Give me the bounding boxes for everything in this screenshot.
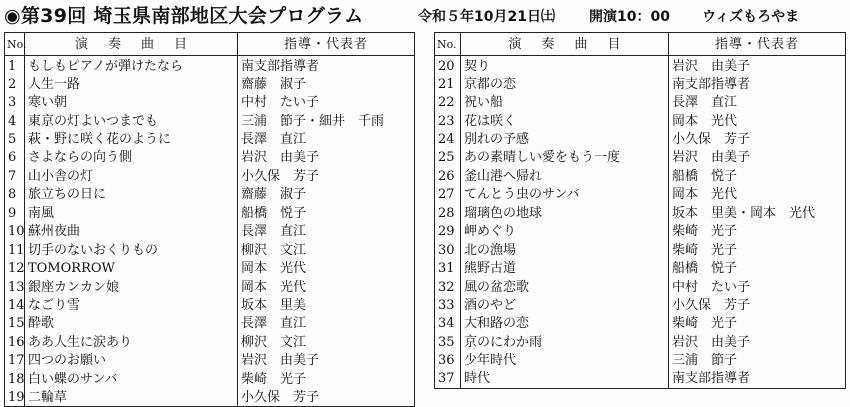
table-row <box>5 352 415 370</box>
performer-name: 柴崎 光子 <box>672 242 738 258</box>
song-title: 少年時代 <box>461 352 669 370</box>
performer-name: 坂本 里美 <box>241 297 307 313</box>
table-header-row <box>5 33 415 56</box>
table-row <box>5 278 415 296</box>
song-title: 二輪草 <box>25 388 238 406</box>
song-title: 北の漁場 <box>461 241 669 259</box>
song-title: 岬めぐり <box>461 223 669 241</box>
row-number: 27 <box>435 186 461 204</box>
performer-name: 長澤 直江 <box>672 95 738 111</box>
row-number: 4 <box>5 112 25 130</box>
row-number: 24 <box>435 130 461 148</box>
table-row <box>5 56 415 76</box>
row-number: 28 <box>435 204 461 222</box>
song-title: 南風 <box>25 204 238 222</box>
table-row <box>5 259 415 277</box>
row-number: 7 <box>5 167 25 185</box>
performer-name: 柴崎 光子 <box>672 316 738 332</box>
table-row <box>435 149 846 167</box>
row-number: 1 <box>5 56 25 76</box>
row-number: 37 <box>435 370 461 388</box>
performer-name: 長澤 直江 <box>241 224 307 240</box>
program-table-left <box>4 32 415 407</box>
performer-name: 岡本 光代 <box>672 187 738 203</box>
performer-name: 三浦 節子・細井 千雨 <box>241 113 385 129</box>
table-row <box>5 167 415 185</box>
performer-name: 中村 たい子 <box>241 95 320 111</box>
performer-name: 柳沢 文江 <box>241 242 307 258</box>
performer-name: 坂本 里美・岡本 光代 <box>672 205 816 221</box>
song-title: なごり雪 <box>25 296 238 314</box>
row-number: 13 <box>5 278 25 296</box>
event-date: 令和５年10月21日㈯ <box>418 9 555 25</box>
song-title: 山小舎の灯 <box>25 167 238 185</box>
song-title: 東京の灯よいつまでも <box>25 112 238 130</box>
performer-name: 柳沢 文江 <box>241 334 307 350</box>
performer-name: 船橋 悦子 <box>672 168 738 184</box>
column-header-no: No. <box>435 33 461 56</box>
program-header <box>4 3 846 29</box>
table-row <box>5 93 415 111</box>
column-header-no: No. <box>5 33 25 56</box>
song-title: さよならの向う側 <box>25 149 238 167</box>
performer-name: 齋藤 淑子 <box>241 76 307 92</box>
row-number: 35 <box>435 333 461 351</box>
row-number: 34 <box>435 315 461 333</box>
row-number: 16 <box>5 333 25 351</box>
column-header-performer: 指導・代表者 <box>669 33 846 56</box>
column-header-title: 演奏曲目 <box>461 33 669 56</box>
table-row <box>435 370 846 388</box>
row-number: 31 <box>435 259 461 277</box>
row-number: 21 <box>435 75 461 93</box>
row-number: 3 <box>5 93 25 111</box>
row-number: 15 <box>5 315 25 333</box>
program-table-right <box>434 32 846 389</box>
row-number: 10 <box>5 223 25 241</box>
song-title: ああ人生に涙あり <box>25 333 238 351</box>
table-row <box>435 56 846 76</box>
row-number: 18 <box>5 370 25 388</box>
row-number: 8 <box>5 186 25 204</box>
song-title: 四つのお願い <box>25 352 238 370</box>
table-row <box>5 186 415 204</box>
performer-name: 小久保 芳子 <box>672 132 751 148</box>
performer-name: 三浦 節子 <box>672 353 738 369</box>
table-row <box>5 296 415 314</box>
song-title: 花は咲く <box>461 112 669 130</box>
row-number: 11 <box>5 241 25 259</box>
table-row <box>5 388 415 406</box>
performer-name: 船橋 悦子 <box>672 261 738 277</box>
song-title: 別れの予感 <box>461 130 669 148</box>
table-row <box>435 333 846 351</box>
table-row <box>5 333 415 351</box>
performer-name: 船橋 悦子 <box>241 205 307 221</box>
song-title: 祝い船 <box>461 93 669 111</box>
song-title: 旅立ちの日に <box>25 186 238 204</box>
table-row <box>435 259 846 277</box>
table-row <box>435 167 846 185</box>
program-rows-right <box>435 56 846 389</box>
song-title: あの素晴しい愛をもう一度 <box>461 149 669 167</box>
song-title: てんとう虫のサンバ <box>461 186 669 204</box>
row-number: 19 <box>5 388 25 406</box>
row-number: 36 <box>435 352 461 370</box>
column-header-performer: 指導・代表者 <box>238 33 415 56</box>
table-row <box>5 112 415 130</box>
song-title: 酒のやど <box>461 296 669 314</box>
row-number: 20 <box>435 56 461 76</box>
performer-name: 小久保 芳子 <box>241 389 320 405</box>
table-row <box>5 75 415 93</box>
song-title: 人生一路 <box>25 75 238 93</box>
table-row <box>435 296 846 314</box>
song-title: 熊野古道 <box>461 259 669 277</box>
song-title: 時代 <box>461 370 669 388</box>
table-row <box>5 370 415 388</box>
song-title: 蘇州夜曲 <box>25 223 238 241</box>
table-row <box>435 186 846 204</box>
table-row <box>435 352 846 370</box>
row-number: 22 <box>435 93 461 111</box>
song-title: もしもピアノが弾けたなら <box>25 56 238 76</box>
table-row <box>435 130 846 148</box>
performer-name: 岡本 光代 <box>241 279 307 295</box>
performer-name: 長澤 直江 <box>241 132 307 148</box>
song-title: 寒い朝 <box>25 93 238 111</box>
performer-name: 岩沢 由美子 <box>672 334 751 350</box>
row-number: 12 <box>5 259 25 277</box>
performer-name: 南支部指導者 <box>241 59 320 74</box>
table-row <box>435 112 846 130</box>
row-number: 14 <box>5 296 25 314</box>
table-row <box>5 130 415 148</box>
performer-name: 岩沢 由美子 <box>241 353 320 369</box>
song-title: 大和路の恋 <box>461 315 669 333</box>
table-row <box>5 223 415 241</box>
song-title: 京のにわか雨 <box>461 333 669 351</box>
row-number: 26 <box>435 167 461 185</box>
song-title: 切手のないおくりもの <box>25 241 238 259</box>
program-rows-left <box>5 56 415 407</box>
performer-name: 岡本 光代 <box>241 261 307 277</box>
performer-name: 南支部指導者 <box>672 76 751 92</box>
table-row <box>435 278 846 296</box>
row-number: 6 <box>5 149 25 167</box>
start-time: 開演10：00 <box>589 9 670 25</box>
row-number: 17 <box>5 352 25 370</box>
performer-name: 中村 たい子 <box>672 279 751 295</box>
row-number: 30 <box>435 241 461 259</box>
column-header-title: 演奏曲目 <box>25 33 238 56</box>
row-number: 23 <box>435 112 461 130</box>
song-title: 萩・野に咲く花のように <box>25 130 238 148</box>
table-row <box>435 93 846 111</box>
row-number: 9 <box>5 204 25 222</box>
performer-name: 柴崎 光子 <box>241 371 307 387</box>
song-title: 契り <box>461 56 669 76</box>
row-number: 25 <box>435 149 461 167</box>
table-row <box>5 204 415 222</box>
song-title: 白い蝶のサンバ <box>25 370 238 388</box>
table-row <box>435 75 846 93</box>
performer-name: 岩沢 由美子 <box>672 59 751 74</box>
row-number: 32 <box>435 278 461 296</box>
table-row <box>5 149 415 167</box>
venue: ウィズもろやま <box>702 9 800 25</box>
table-row <box>5 241 415 259</box>
table-row <box>435 223 846 241</box>
row-number: 33 <box>435 296 461 314</box>
performer-name: 小久保 芳子 <box>672 297 751 313</box>
song-title: TOMORROW <box>25 259 238 277</box>
page-title: ◉第39回 埼玉県南部地区大会プログラム <box>4 5 364 27</box>
performer-name: 小久保 芳子 <box>241 168 320 184</box>
performer-name: 岡本 光代 <box>672 113 738 129</box>
table-row <box>5 315 415 333</box>
table-row <box>435 315 846 333</box>
song-title: 風の盆恋歌 <box>461 278 669 296</box>
performer-name: 南支部指導者 <box>672 371 751 387</box>
performer-name: 岩沢 由美子 <box>241 150 320 166</box>
row-number: 29 <box>435 223 461 241</box>
song-title: 銀座カンカン娘 <box>25 278 238 296</box>
row-number: 2 <box>5 75 25 93</box>
table-row <box>435 241 846 259</box>
song-title: 酔歌 <box>25 315 238 333</box>
row-number: 5 <box>5 130 25 148</box>
table-header-row <box>435 33 846 56</box>
performer-name: 岩沢 由美子 <box>672 150 751 166</box>
song-title: 京都の恋 <box>461 75 669 93</box>
song-title: 瑠璃色の地球 <box>461 204 669 222</box>
performer-name: 柴崎 光子 <box>672 224 738 240</box>
performer-name: 長澤 直江 <box>241 316 307 332</box>
table-row <box>435 204 846 222</box>
performer-name: 齋藤 淑子 <box>241 187 307 203</box>
song-title: 釜山港へ帰れ <box>461 167 669 185</box>
